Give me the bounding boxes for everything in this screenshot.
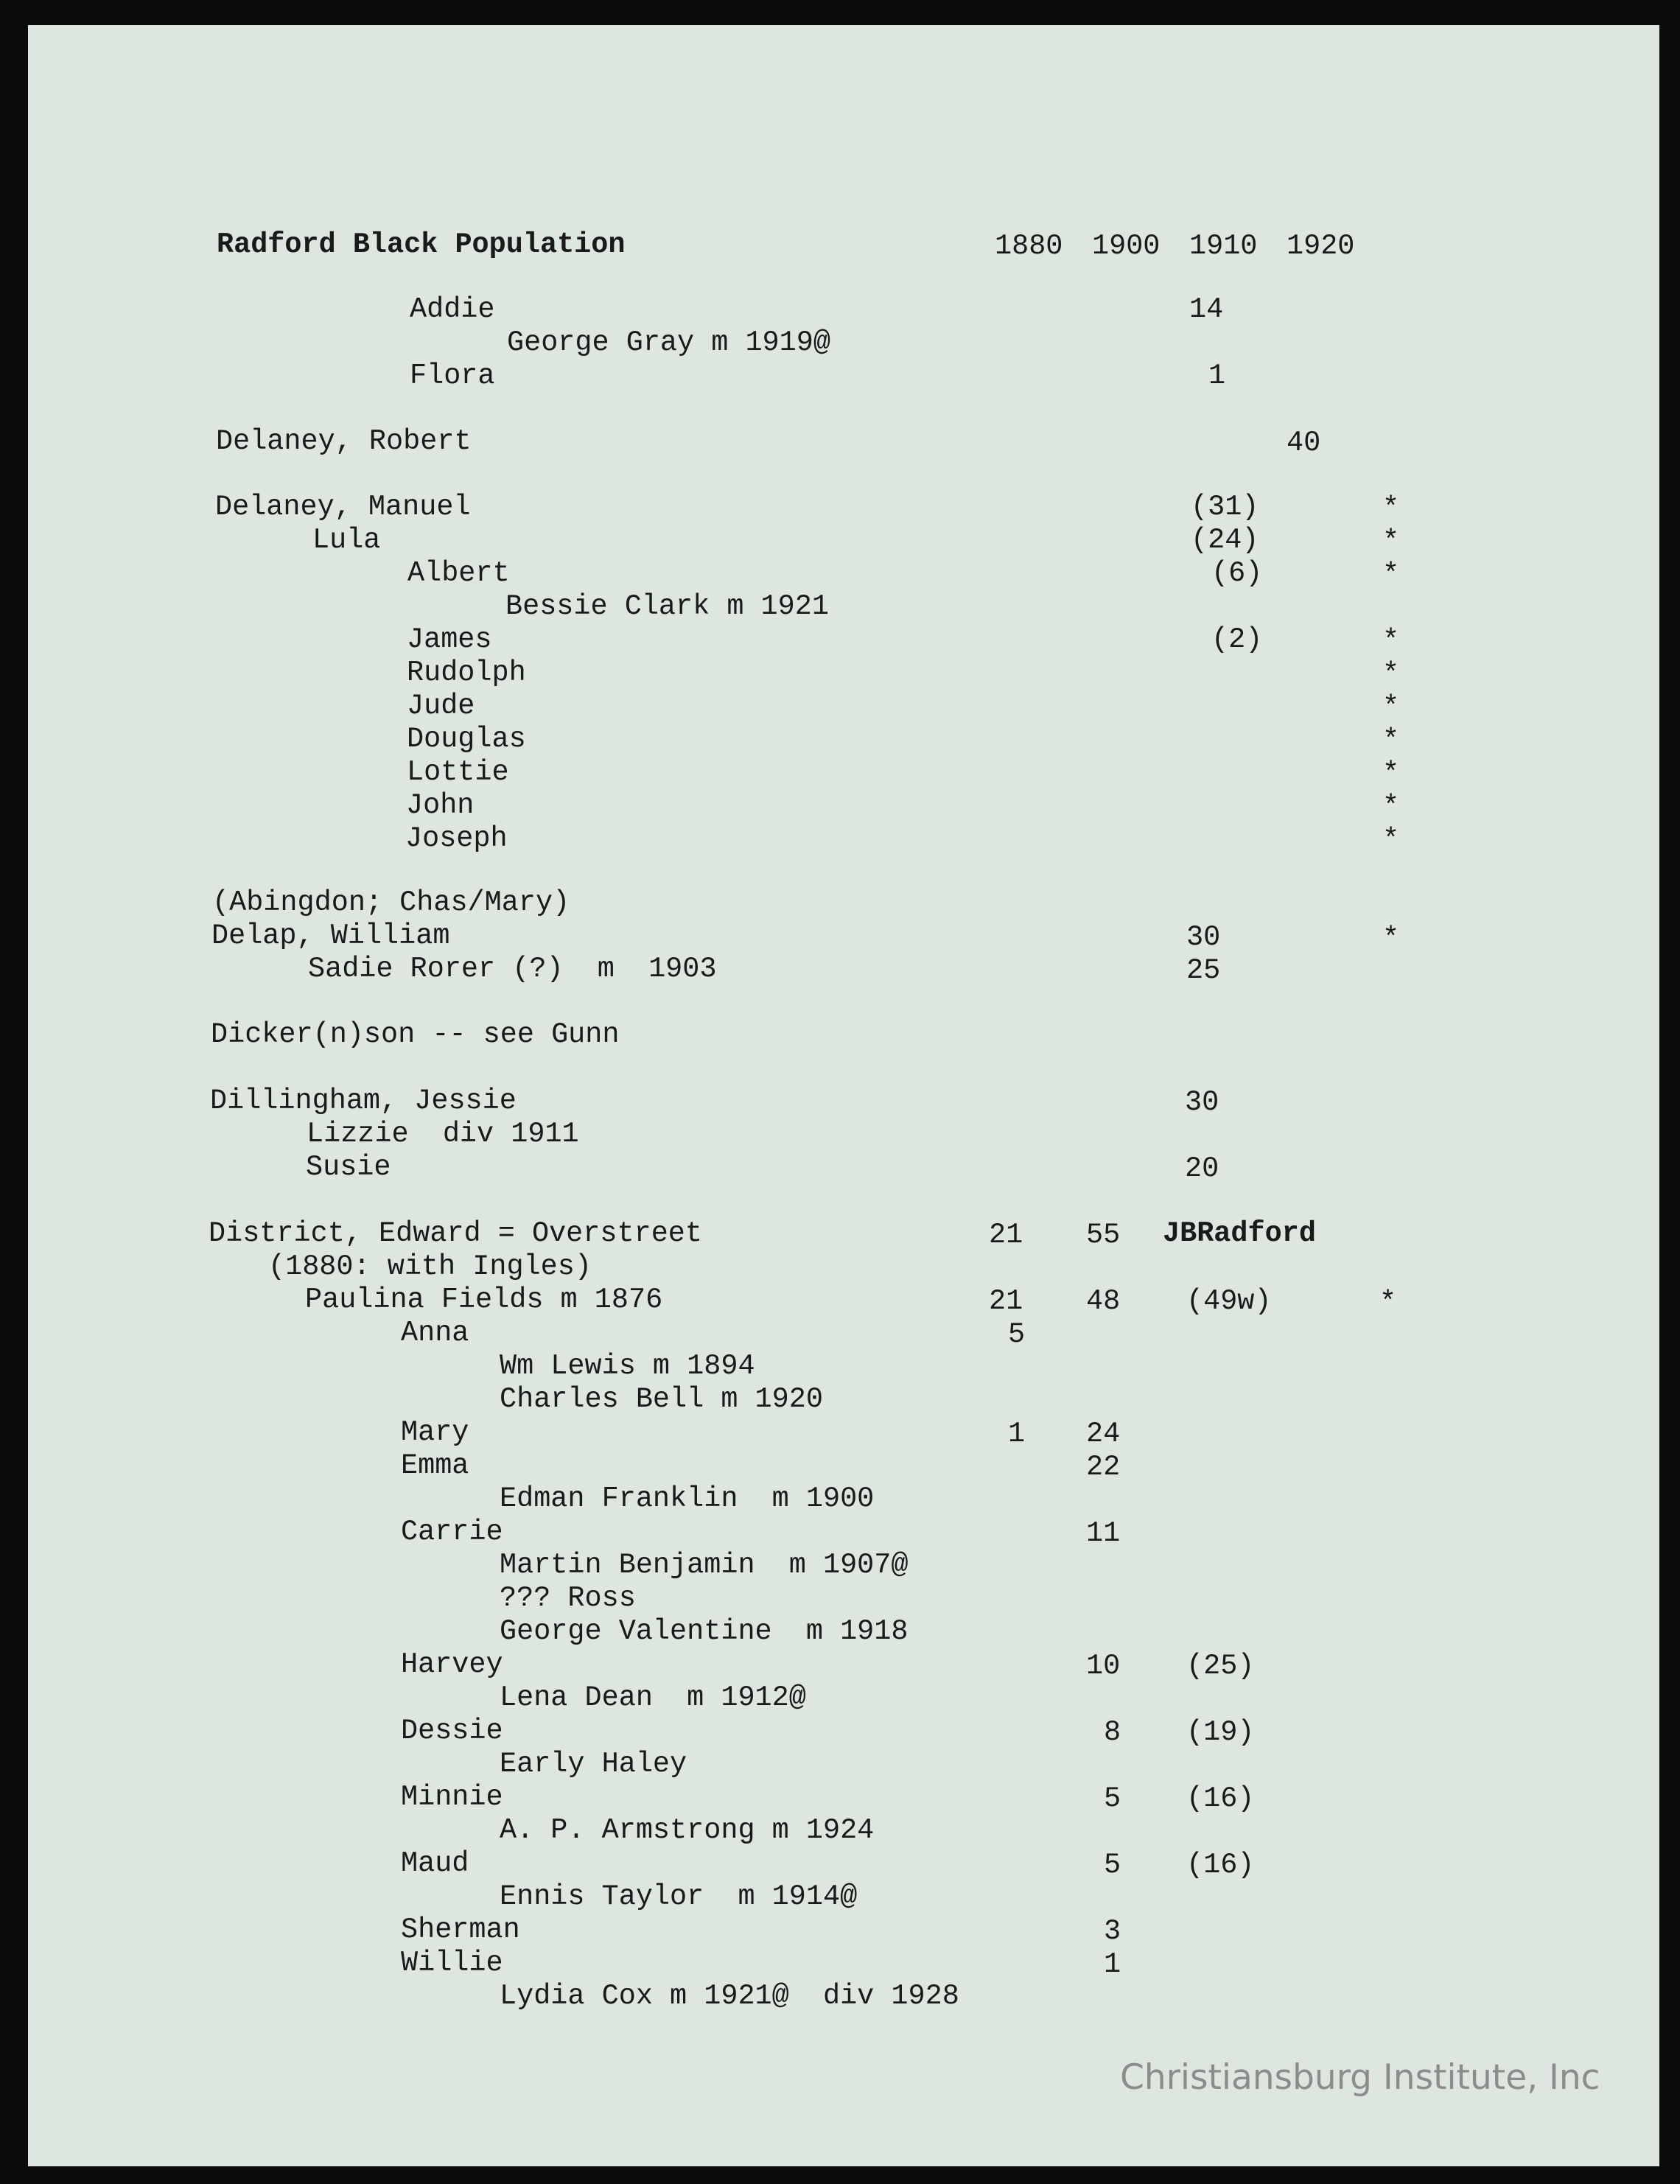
person-name: Albert (407, 557, 510, 589)
age-1900: 5 (1104, 1849, 1121, 1881)
person-name: Anna (401, 1317, 469, 1349)
age-1910: 1 (1208, 360, 1226, 392)
age-1910: 25 (1186, 954, 1221, 987)
spouse-note: George Gray m 1919@ (507, 326, 830, 359)
asterisk-mark: * (1382, 724, 1400, 757)
spouse-note: Charles Bell m 1920 (500, 1383, 823, 1415)
asterisk-mark: * (1382, 691, 1400, 724)
age-1900: 5 (1104, 1782, 1121, 1815)
person-name: Mary (401, 1416, 469, 1449)
spouse-note: ??? Ross (500, 1582, 636, 1614)
age-1910: (2) (1211, 623, 1263, 656)
age-1900: 10 (1086, 1650, 1121, 1682)
age-1910: (19) (1186, 1716, 1255, 1749)
asterisk-mark: * (1382, 824, 1400, 856)
asterisk-mark: * (1382, 658, 1400, 690)
age-1880: 21 (989, 1219, 1023, 1251)
year-header-1910: 1910 (1189, 230, 1258, 262)
year-header-1920: 1920 (1287, 230, 1355, 262)
person-name: Delaney, Manuel (215, 491, 471, 523)
person-name: Joseph (405, 822, 508, 855)
person-name: Willie (401, 1947, 503, 1979)
residence-note: (1880: with Ingles) (268, 1250, 592, 1283)
age-1910: 20 (1185, 1152, 1219, 1185)
person-name: Jude (407, 690, 475, 722)
spouse-note: George Valentine m 1918 (500, 1615, 909, 1648)
year-header-1880: 1880 (995, 230, 1063, 262)
spouse-note: Lena Dean m 1912@ (500, 1681, 806, 1714)
person-name: John (406, 789, 475, 822)
age-1900: 11 (1086, 1517, 1121, 1550)
person-name: Carrie (401, 1516, 503, 1548)
age-1910: (24) (1191, 524, 1259, 556)
person-name: Delaney, Robert (216, 425, 472, 458)
person-name: Paulina Fields m 1876 (305, 1284, 663, 1316)
asterisk-mark: * (1382, 791, 1400, 823)
age-1910: (31) (1191, 491, 1259, 523)
person-name: Lottie (407, 756, 509, 788)
age-1900: 24 (1086, 1418, 1121, 1450)
age-1900: 55 (1086, 1219, 1121, 1251)
year-header-1900: 1900 (1092, 230, 1161, 262)
spouse-note: A. P. Armstrong m 1924 (500, 1814, 875, 1847)
age-1910: (16) (1186, 1849, 1255, 1881)
page-title: Radford Black Population (217, 228, 626, 261)
residence-note: (Abingdon; Chas/Mary) (212, 886, 570, 919)
age-1910: (16) (1186, 1782, 1255, 1815)
asterisk-mark: * (1382, 757, 1400, 790)
asterisk-mark: * (1379, 1287, 1397, 1319)
person-name: Delap, William (211, 920, 450, 952)
asterisk-mark: * (1382, 492, 1400, 525)
spouse-note: Ennis Taylor m 1914@ (500, 1880, 858, 1913)
asterisk-mark: * (1382, 559, 1400, 591)
person-name: Lizzie div 1911 (307, 1118, 579, 1150)
age-1910: (25) (1186, 1650, 1255, 1682)
age-1900: 48 (1086, 1285, 1121, 1317)
spouse-note: Lydia Cox m 1921@ div 1928 (500, 1980, 959, 2012)
age-1910: (49w) (1186, 1285, 1272, 1317)
age-1910: (6) (1211, 557, 1263, 589)
age-1880: 5 (1008, 1318, 1026, 1351)
person-name: Harvey (401, 1648, 503, 1681)
spouse-note: Early Haley (500, 1748, 687, 1780)
cross-reference: Dicker(n)son -- see Gunn (211, 1018, 620, 1051)
spouse-note: Martin Benjamin m 1907@ (500, 1549, 909, 1581)
age-1900: 8 (1104, 1716, 1121, 1749)
person-name: Sadie Rorer (?) m 1903 (308, 953, 717, 985)
spouse-note: Bessie Clark m 1921 (505, 590, 829, 623)
location-note: JBRadford (1163, 1217, 1316, 1250)
person-name: Rudolph (407, 657, 526, 689)
person-name: Douglas (407, 723, 526, 755)
age-1910: 30 (1185, 1086, 1219, 1119)
watermark: Christiansburg Institute, Inc (1120, 2057, 1600, 2098)
person-name: Dessie (401, 1715, 503, 1747)
age-1920: 40 (1287, 427, 1321, 459)
asterisk-mark: * (1382, 923, 1400, 955)
person-name: Flora (410, 360, 495, 392)
age-1900: 22 (1086, 1451, 1121, 1483)
age-1910: 30 (1186, 921, 1221, 953)
age-1880: 1 (1008, 1418, 1026, 1450)
person-name: Emma (401, 1449, 469, 1482)
spouse-note: Edman Franklin m 1900 (500, 1483, 875, 1515)
age-1900: 1 (1104, 1948, 1121, 1981)
spouse-note: Wm Lewis m 1894 (500, 1350, 755, 1382)
person-name: Lula (312, 524, 381, 556)
person-name: Maud (401, 1847, 469, 1880)
person-name: James (407, 623, 492, 656)
person-name: Susie (306, 1151, 391, 1183)
person-name: Dillingham, Jessie (210, 1085, 517, 1117)
asterisk-mark: * (1382, 625, 1400, 657)
age-1900: 3 (1104, 1915, 1121, 1947)
age-1910: 14 (1189, 293, 1224, 326)
asterisk-mark: * (1382, 525, 1400, 558)
person-name: Addie (410, 293, 495, 326)
person-name: Sherman (401, 1914, 520, 1946)
person-name: Minnie (401, 1781, 503, 1813)
person-name: District, Edward = Overstreet (209, 1217, 703, 1250)
age-1880: 21 (989, 1285, 1023, 1317)
